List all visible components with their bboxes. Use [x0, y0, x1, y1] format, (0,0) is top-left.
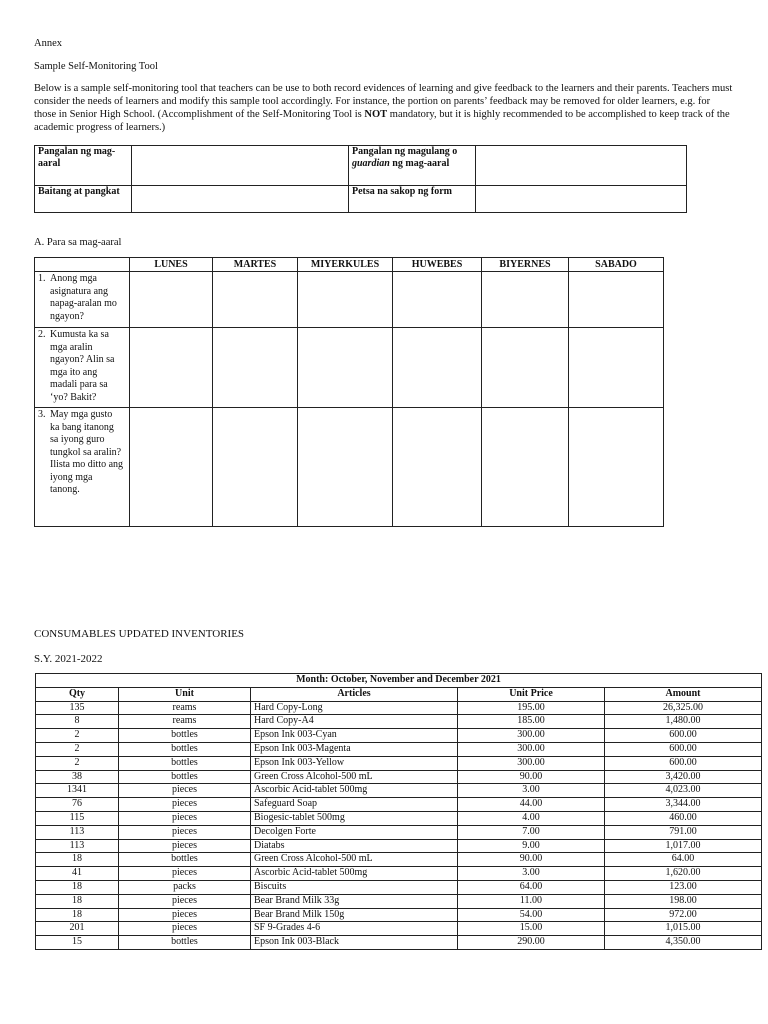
answer-cell[interactable]: [482, 328, 569, 408]
section-a-heading: A. Para sa mag-aaral: [34, 237, 122, 248]
grade-section-field[interactable]: [132, 186, 349, 213]
answer-cell[interactable]: [569, 408, 664, 527]
cell-article: Green Cross Alcohol-500 mL: [251, 853, 458, 867]
cell-qty: 8: [36, 715, 119, 729]
table-row: [36, 729, 762, 743]
annex-label: Annex: [34, 38, 62, 49]
cell-qty: 76: [36, 798, 119, 812]
cell-unit-price: 3.00: [458, 784, 605, 798]
cell-unit-price: 300.00: [458, 756, 605, 770]
cell-unit: bottles: [119, 729, 251, 743]
cell-qty: 18: [36, 853, 119, 867]
cell-qty: 15: [36, 936, 119, 950]
table-row: [36, 770, 762, 784]
cell-article: Epson Ink 003-Black: [251, 936, 458, 950]
cell-unit-price: 44.00: [458, 798, 605, 812]
school-year: S.Y. 2021-2022: [34, 653, 103, 665]
table-row: [36, 839, 762, 853]
cell-qty: 41: [36, 867, 119, 881]
answer-cell[interactable]: [213, 408, 298, 527]
cell-amount: 1,480.00: [605, 715, 762, 729]
answer-cell[interactable]: [298, 408, 393, 527]
cell-article: Ascorbic Acid-tablet 500mg: [251, 867, 458, 881]
cell-qty: 38: [36, 770, 119, 784]
question-number: 2.: [38, 329, 46, 340]
cell-amount: 972.00: [605, 908, 762, 922]
cell-unit: bottles: [119, 756, 251, 770]
answer-cell[interactable]: [130, 272, 213, 328]
cell-unit: pieces: [119, 894, 251, 908]
cell-unit-price: 300.00: [458, 729, 605, 743]
answer-cell[interactable]: [393, 272, 482, 328]
cell-amount: 1,017.00: [605, 839, 762, 853]
cell-article: Epson Ink 003-Cyan: [251, 729, 458, 743]
table-row: [36, 715, 762, 729]
inventory-month: Month: October, November and December 2021: [36, 674, 762, 688]
table-row: [36, 936, 762, 950]
cell-article: Bear Brand Milk 33g: [251, 894, 458, 908]
cell-unit-price: 4.00: [458, 811, 605, 825]
cell-amount: 123.00: [605, 880, 762, 894]
cell-article: SF 9-Grades 4-6: [251, 922, 458, 936]
student-name-field[interactable]: [132, 146, 349, 186]
intro-bold: NOT: [364, 109, 388, 121]
blank-header-cell: [35, 258, 130, 272]
cell-qty: 2: [36, 742, 119, 756]
cell-amount: 4,023.00: [605, 784, 762, 798]
table-row: [36, 811, 762, 825]
cell-qty: 135: [36, 701, 119, 715]
table-row: [36, 922, 762, 936]
cell-unit: bottles: [119, 936, 251, 950]
question-cell: [35, 272, 130, 328]
cell-qty: 2: [36, 756, 119, 770]
table-row: [36, 756, 762, 770]
cell-article: Diatabs: [251, 839, 458, 853]
cell-unit: reams: [119, 701, 251, 715]
cell-article: Biscuits: [251, 880, 458, 894]
cell-amount: 460.00: [605, 811, 762, 825]
cell-unit: pieces: [119, 839, 251, 853]
table-row: [36, 880, 762, 894]
cell-unit: bottles: [119, 742, 251, 756]
day-header-saturday: SABADO: [569, 258, 664, 272]
guardian-post: ng mag-aaral: [389, 157, 450, 169]
answer-cell[interactable]: [569, 272, 664, 328]
day-header-tuesday: MARTES: [213, 258, 298, 272]
guardian-italic: guardian: [352, 157, 390, 169]
cell-amount: 64.00: [605, 853, 762, 867]
cell-unit-price: 11.00: [458, 894, 605, 908]
student-name-label: Pangalan ng mag-aaral: [35, 146, 132, 186]
table-row: [36, 701, 762, 715]
cell-unit-price: 7.00: [458, 825, 605, 839]
cell-amount: 198.00: [605, 894, 762, 908]
cell-article: Biogesic-tablet 500mg: [251, 811, 458, 825]
table-row: [36, 867, 762, 881]
cell-unit-price: 300.00: [458, 742, 605, 756]
answer-cell[interactable]: [393, 328, 482, 408]
question-cell: [35, 408, 130, 527]
cell-qty: 2: [36, 729, 119, 743]
cell-unit: pieces: [119, 811, 251, 825]
answer-cell[interactable]: [213, 328, 298, 408]
header-qty: Qty: [36, 687, 119, 701]
guardian-name-label: [349, 146, 476, 186]
answer-cell[interactable]: [298, 328, 393, 408]
table-row: [36, 853, 762, 867]
cell-amount: 3,344.00: [605, 798, 762, 812]
answer-cell[interactable]: [482, 408, 569, 527]
cell-unit: pieces: [119, 784, 251, 798]
cell-unit-price: 54.00: [458, 908, 605, 922]
cell-unit: bottles: [119, 770, 251, 784]
cell-article: Hard Copy-A4: [251, 715, 458, 729]
cell-amount: 1,620.00: [605, 867, 762, 881]
table-row: [36, 742, 762, 756]
answer-cell[interactable]: [569, 328, 664, 408]
cell-amount: 600.00: [605, 756, 762, 770]
cell-amount: 600.00: [605, 742, 762, 756]
answer-cell[interactable]: [482, 272, 569, 328]
cell-article: Decolgen Forte: [251, 825, 458, 839]
cell-unit: reams: [119, 715, 251, 729]
question-number: 3.: [38, 409, 46, 420]
inventory-rows: [36, 701, 762, 949]
guardian-pre: Pangalan ng magulang o: [352, 146, 458, 157]
cell-article: Epson Ink 003-Magenta: [251, 742, 458, 756]
cell-qty: 113: [36, 825, 119, 839]
table-row: [36, 825, 762, 839]
date-covered-label: Petsa na sakop ng form: [349, 186, 476, 213]
cell-amount: 3,420.00: [605, 770, 762, 784]
cell-unit-price: 185.00: [458, 715, 605, 729]
cell-article: Bear Brand Milk 150g: [251, 908, 458, 922]
table-row: [36, 908, 762, 922]
cell-amount: 26,325.00: [605, 701, 762, 715]
table-row: [36, 894, 762, 908]
question-text: May mga gusto ka bang itanong sa iyong guro tungkol sa aralin? Ilista mo ditto ang iyong mga tanong.: [50, 409, 124, 495]
question-cell: [35, 328, 130, 408]
day-header-thursday: HUWEBES: [393, 258, 482, 272]
cell-unit: bottles: [119, 853, 251, 867]
question-text: Anong mga asignatura ang napag-aralan mo ngayon?: [50, 273, 117, 322]
cell-unit: pieces: [119, 908, 251, 922]
intro-text-2: mandatory, but it is highly recommended to be accomplished to keep track of the academic progress of learners.): [34, 109, 730, 134]
intro-text-1: Below is a sample self-monitoring tool that teachers can be use to both record evidences of learning and give feedback to the learners and their parents. Teachers must consider the needs of learners and modify this sample tool accordingly. For instance, the portion on parents’ feedback may be removed for older learners, e.g. for those in Senior High School. (Accomplishment of the Self-Monitoring Tool is: [34, 83, 733, 121]
question-number: 1.: [38, 273, 46, 284]
guardian-name-field[interactable]: [476, 146, 687, 186]
cell-unit-price: 3.00: [458, 867, 605, 881]
cell-unit: pieces: [119, 922, 251, 936]
cell-article: Safeguard Soap: [251, 798, 458, 812]
cell-unit-price: 9.00: [458, 839, 605, 853]
cell-qty: 18: [36, 894, 119, 908]
answer-cell[interactable]: [213, 272, 298, 328]
cell-amount: 1,015.00: [605, 922, 762, 936]
day-header-wednesday: MIYERKULES: [298, 258, 393, 272]
cell-amount: 791.00: [605, 825, 762, 839]
cell-article: Green Cross Alcohol-500 mL: [251, 770, 458, 784]
cell-qty: 18: [36, 908, 119, 922]
cell-qty: 113: [36, 839, 119, 853]
cell-qty: 115: [36, 811, 119, 825]
answer-cell[interactable]: [393, 408, 482, 527]
cell-unit: pieces: [119, 798, 251, 812]
table-row: [36, 798, 762, 812]
cell-article: Ascorbic Acid-tablet 500mg: [251, 784, 458, 798]
cell-unit: packs: [119, 880, 251, 894]
grade-section-label: Baitang at pangkat: [35, 186, 132, 213]
answer-cell[interactable]: [130, 328, 213, 408]
header-amount: Amount: [605, 687, 762, 701]
cell-qty: 201: [36, 922, 119, 936]
cell-unit-price: 90.00: [458, 853, 605, 867]
day-header-monday: LUNES: [130, 258, 213, 272]
cell-article: Epson Ink 003-Yellow: [251, 756, 458, 770]
date-covered-field[interactable]: [476, 186, 687, 213]
cell-unit-price: 290.00: [458, 936, 605, 950]
student-info-table: [34, 145, 687, 213]
cell-unit-price: 15.00: [458, 922, 605, 936]
table-row: [36, 784, 762, 798]
cell-unit-price: 195.00: [458, 701, 605, 715]
header-unit: Unit: [119, 687, 251, 701]
cell-unit-price: 64.00: [458, 880, 605, 894]
header-unit-price: Unit Price: [458, 687, 605, 701]
tool-title: Sample Self-Monitoring Tool: [34, 61, 158, 72]
cell-unit: pieces: [119, 867, 251, 881]
daily-schedule-table: [34, 257, 664, 527]
inventory-title: CONSUMABLES UPDATED INVENTORIES: [34, 628, 245, 640]
answer-cell[interactable]: [298, 272, 393, 328]
inventory-table: [35, 673, 762, 950]
question-text: Kumusta ka sa mga aralin ngayon? Alin sa mga ito ang madali para sa ‘yo? Bakit?: [50, 329, 115, 403]
cell-amount: 4,350.00: [605, 936, 762, 950]
day-header-friday: BIYERNES: [482, 258, 569, 272]
answer-cell[interactable]: [130, 408, 213, 527]
cell-amount: 600.00: [605, 729, 762, 743]
cell-article: Hard Copy-Long: [251, 701, 458, 715]
cell-unit-price: 90.00: [458, 770, 605, 784]
cell-unit: pieces: [119, 825, 251, 839]
cell-qty: 1341: [36, 784, 119, 798]
cell-qty: 18: [36, 880, 119, 894]
intro-paragraph: [34, 82, 734, 135]
header-articles: Articles: [251, 687, 458, 701]
